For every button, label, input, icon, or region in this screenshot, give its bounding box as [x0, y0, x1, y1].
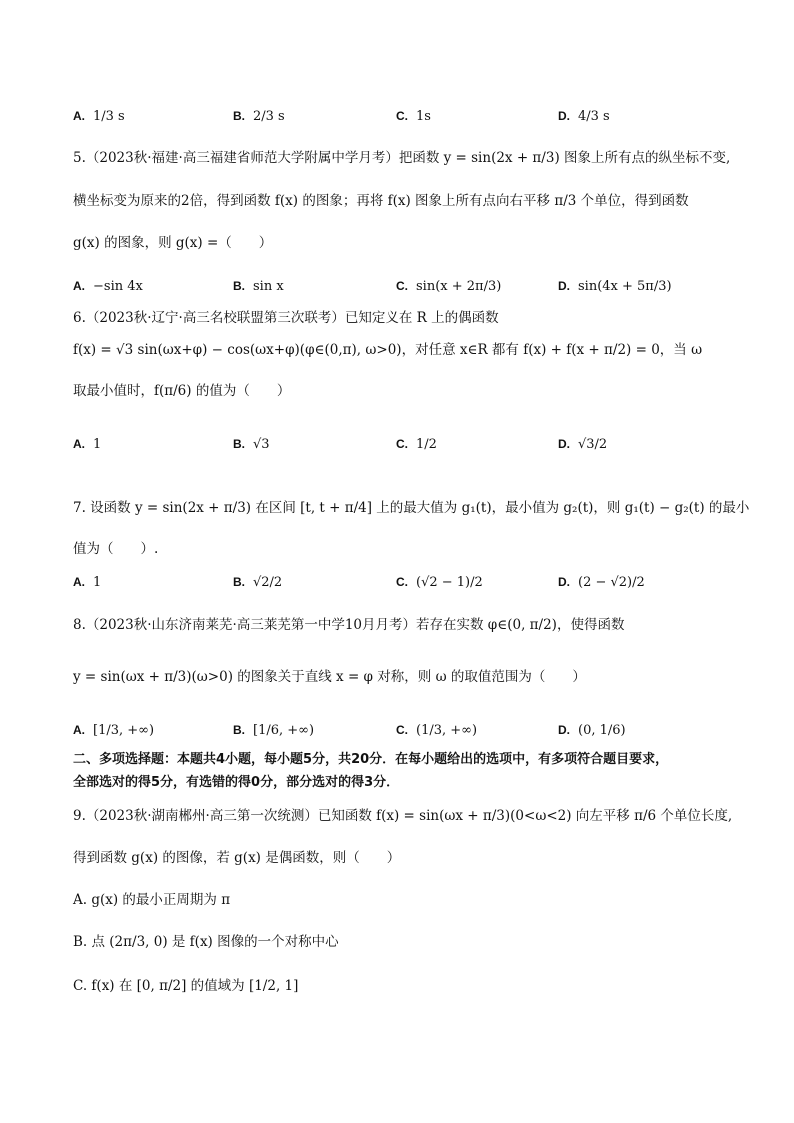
q5-stem-line3: g(x) 的图象，则 g(x) =（ ） [73, 235, 273, 251]
q9-option-a: A. g(x) 的最小正周期为 π [73, 892, 231, 908]
q5-stem-line1: 5.（2023秋·福建·高三福建省师范大学附属中学月考）把函数 y = sin(2x + π/3) 图象上所有点的纵坐标不变, [73, 150, 731, 166]
section2-heading-line2: 全部选对的得5分，有选错的得0分，部分选对的得3分． [73, 775, 400, 790]
q4-option-c: C. 1s [396, 108, 431, 124]
q5-option-c: C. sin(x + 2π/3) [396, 278, 502, 294]
q8-options [73, 710, 733, 750]
q4-option-a: A. 1/3 s [73, 108, 125, 124]
q8-option-b: B. [1/6, +∞) [233, 722, 315, 738]
q5-option-a: A. −sin 4x [73, 278, 143, 294]
q6-option-d: D. √3/2 [558, 436, 608, 452]
q7-option-d: D. (2 − √2)/2 [558, 574, 645, 590]
q4-option-b: B. 2/3 s [233, 108, 285, 124]
q5-options [73, 266, 733, 306]
q8-stem-line1: 8.（2023秋·山东济南莱芜·高三莱芜第一中学10月月考）若存在实数 φ∈(0, π/2)，使得函数 [73, 617, 625, 633]
q7-stem-line2: 值为（ ）. [73, 541, 159, 557]
q7-option-c: C. (√2 − 1)/2 [396, 574, 483, 590]
q8-option-c: C. (1/3, +∞) [396, 722, 478, 738]
section2-heading-line1: 二、多项选择题：本题共4小题，每小题5分，共20分．在每小题给出的选项中，有多项符合题目要求， [73, 752, 669, 767]
q9-option-c: C. f(x) 在 [0, π/2] 的值域为 [1/2, 1] [73, 978, 299, 994]
q7-option-b: B. √2/2 [233, 574, 283, 590]
q6-stem-line3: 取最小值时，f(π/6) 的值为（ ） [73, 383, 291, 399]
q9-stem-line1: 9.（2023秋·湖南郴州·高三第一次统测）已知函数 f(x) = sin(ωx + π/3)(0<ω<2) 向左平移 π/6 个单位长度, [73, 808, 733, 824]
q6-option-b: B. √3 [233, 436, 270, 452]
q5-option-d: D. sin(4x + 5π/3) [558, 278, 672, 294]
q6-stem-line1: 6.（2023秋·辽宁·高三名校联盟第三次联考）已知定义在 R 上的偶函数 [73, 310, 499, 326]
q7-options [73, 562, 733, 602]
q9-stem-line2: 得到函数 g(x) 的图像，若 g(x) 是偶函数，则（ ） [73, 850, 401, 866]
q6-options [73, 424, 733, 464]
q8-option-d: D. (0, 1/6) [558, 722, 626, 738]
q8-option-a: A. [1/3, +∞) [73, 722, 155, 738]
q6-option-a: A. 1 [73, 436, 102, 452]
q6-option-c: C. 1/2 [396, 436, 437, 452]
q9-option-b: B. 点 (2π/3, 0) 是 f(x) 图像的一个对称中心 [73, 934, 339, 950]
q4-options [73, 96, 733, 136]
q6-stem-line2: f(x) = √3 sin(ωx+φ) − cos(ωx+φ)(φ∈(0,π), ω>0)，对任意 x∈R 都有 f(x) + f(x + π/2) = 0，当 ω [73, 342, 703, 358]
q5-option-b: B. sin x [233, 278, 284, 294]
q8-stem-line2: y = sin(ωx + π/3)(ω>0) 的图象关于直线 x = φ 对称，则 ω 的取值范围为（ ） [73, 669, 586, 685]
q7-option-a: A. 1 [73, 574, 102, 590]
q7-stem-line1: 7. 设函数 y = sin(2x + π/3) 在区间 [t, t + π/4] 上的最大值为 g₁(t)，最小值为 g₂(t)，则 g₁(t) − g₂(t) 的最小 [73, 500, 750, 516]
q4-option-d: D. 4/3 s [558, 108, 610, 124]
q5-stem-line2: 横坐标变为原来的2倍，得到函数 f(x) 的图象；再将 f(x) 图象上所有点向右平移 π/3 个单位，得到函数 [73, 193, 689, 209]
